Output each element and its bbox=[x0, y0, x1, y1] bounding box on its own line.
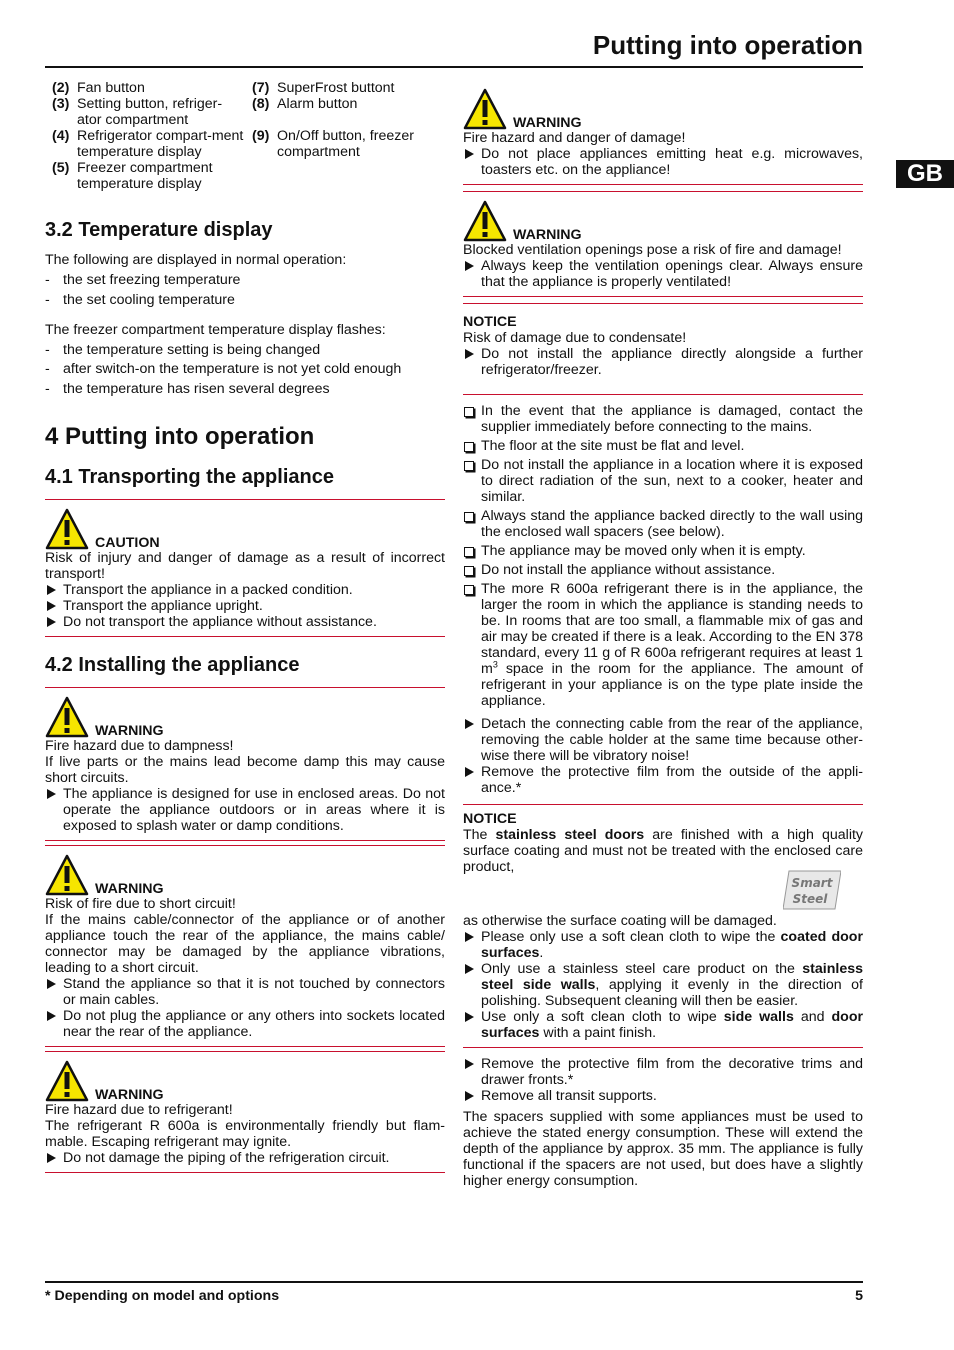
item-text: . bbox=[539, 945, 544, 961]
smart-steel-logo-icon bbox=[783, 869, 841, 911]
notice-list bbox=[463, 346, 863, 378]
warning-label: WARNING bbox=[95, 722, 164, 739]
part-number: (8) bbox=[252, 96, 270, 112]
notice-label: NOTICE bbox=[463, 811, 517, 827]
r600a-text-b: space in the room for the appliance. The amount of refrigerant in your appliance is on the type plate inside the appliance. bbox=[481, 661, 863, 709]
notice-list bbox=[463, 929, 863, 1041]
warning-line: Fire hazard and danger of damage! bbox=[463, 130, 686, 146]
list-item: - the temperature setting is being changed bbox=[45, 342, 445, 358]
warning-box bbox=[463, 191, 863, 297]
notice-box bbox=[463, 804, 863, 1048]
caution-text: Risk of injury and danger of damage as a result of incorrect transport! bbox=[45, 549, 445, 582]
warning-head bbox=[45, 692, 445, 738]
warning-label: WARNING bbox=[95, 880, 164, 897]
warning-triangle-icon bbox=[45, 696, 89, 738]
list-item: In the event that the appliance is damaged, contact the supplier immediately before connecting to the mains. bbox=[463, 403, 863, 435]
header-rule bbox=[45, 66, 863, 68]
notice-text bbox=[463, 827, 863, 875]
part-number: (4) bbox=[52, 128, 70, 144]
warning-line: Risk of fire due to short circuit! bbox=[45, 895, 236, 912]
item-text: with a paint finish. bbox=[539, 1025, 657, 1041]
list-item: - the temperature has risen several degrees bbox=[45, 381, 445, 397]
warning-line: Fire hazard due to dampness! bbox=[45, 737, 234, 754]
list-item: - the set cooling temperature bbox=[45, 292, 445, 308]
trim-instructions bbox=[463, 1056, 863, 1104]
item-text-bold: side walls bbox=[723, 1009, 794, 1025]
list-item: Remove all transit supports. bbox=[463, 1088, 863, 1104]
part-text: Setting button, refriger-ator compartment bbox=[77, 96, 223, 128]
warning-triangle-icon bbox=[463, 200, 507, 242]
section-4-2-title: 4.2 Installing the appliance bbox=[45, 653, 300, 676]
warning-box bbox=[463, 80, 863, 185]
list-item bbox=[45, 96, 245, 128]
caution-box bbox=[45, 499, 445, 637]
warning-triangle-icon bbox=[45, 1060, 89, 1102]
warning-list bbox=[45, 786, 445, 834]
notice-text-part: The bbox=[463, 827, 496, 843]
smart-steel-row bbox=[463, 875, 863, 913]
item-text: Only use a stainless steel care product on the bbox=[481, 961, 803, 977]
notice-text-bold: stainless steel doors bbox=[495, 827, 645, 843]
list-item: The appliance is designed for use in enclosed areas. Do not operate the appliance outdoors or in areas where it is exposed to splash water or damp conditions. bbox=[45, 786, 445, 834]
chapter-4-title: 4 Putting into operation bbox=[45, 422, 315, 450]
warning-box bbox=[45, 845, 445, 1047]
warning-triangle-icon bbox=[45, 508, 89, 550]
list-item: - the set freezing temperature bbox=[45, 272, 445, 288]
part-text: Freezer compartment temperature display bbox=[77, 160, 213, 192]
list-item bbox=[463, 929, 863, 961]
warning-head bbox=[463, 84, 863, 130]
item-text: Please only use a soft clean cloth to wipe the bbox=[481, 929, 781, 945]
parts-list bbox=[45, 80, 445, 192]
list-item: Remove the protective film from the outside of the appli-ance.* bbox=[463, 764, 863, 796]
list-item bbox=[245, 128, 445, 160]
warning-list bbox=[463, 146, 863, 178]
r600a-sup: 3 bbox=[492, 659, 498, 670]
notice-text: as otherwise the surface coating will be damaged. bbox=[463, 913, 777, 929]
list-item: Do not install the appliance directly alongside a further refrigerator/freezer. bbox=[463, 346, 863, 378]
warning-line: Blocked ventilation openings pose a risk of fire and damage! bbox=[463, 242, 842, 258]
freezer-flash-list bbox=[45, 342, 445, 397]
language-tab: GB bbox=[896, 160, 954, 188]
list-item: Always keep the ventilation openings clear. Always ensure that the appliance is properly ventilated! bbox=[463, 258, 863, 290]
warning-head bbox=[45, 1056, 445, 1102]
temp-display-intro: The following are displayed in normal operation: bbox=[45, 252, 347, 268]
spacers-paragraph: The spacers supplied with some appliances must be used to achieve the stated energy consumption. These will extend the depth of the appliance by approx. 35 mm. The appliance is fully functional if the spacers are not used, but does have a slightly higher energy consumption. bbox=[463, 1109, 863, 1189]
caution-label: CAUTION bbox=[95, 534, 160, 551]
left-column bbox=[45, 80, 445, 1173]
notice-box bbox=[463, 303, 863, 395]
cable-instructions bbox=[463, 716, 863, 796]
list-item: Do not install the appliance in a location where it is exposed to direct radiation of the sun, next to a cooker, heater and similar. bbox=[463, 457, 863, 505]
part-number: (2) bbox=[52, 80, 70, 96]
warning-line: If live parts or the mains lead become damp this may cause short circuits. bbox=[45, 753, 445, 786]
list-item bbox=[463, 1009, 863, 1041]
warning-label: WARNING bbox=[95, 1086, 164, 1103]
list-item: Detach the connecting cable from the rear of the appliance, removing the cable holder at the same time because other-wise there will be vibratory noise! bbox=[463, 716, 863, 764]
list-item: Do not install the appliance without assistance. bbox=[463, 562, 863, 578]
warning-line: The refrigerant R 600a is environmentally friendly but flam-mable. Escaping refrigerant may ignite. bbox=[45, 1117, 445, 1150]
list-item bbox=[463, 581, 863, 709]
list-item bbox=[45, 128, 245, 160]
warning-box bbox=[45, 1051, 445, 1173]
smart-steel-logo-word: Steel bbox=[792, 892, 828, 906]
warning-list bbox=[45, 1150, 445, 1166]
item-text: and bbox=[793, 1009, 832, 1025]
warning-head bbox=[45, 850, 445, 896]
warning-line: Fire hazard due to refrigerant! bbox=[45, 1101, 233, 1118]
part-text: Alarm button bbox=[277, 96, 358, 112]
footer-note: * Depending on model and options bbox=[45, 1288, 280, 1304]
part-text: SuperFrost buttont bbox=[277, 80, 395, 96]
item-text-bold: coated door surfaces bbox=[481, 929, 863, 961]
right-column bbox=[463, 80, 863, 1189]
list-item bbox=[45, 80, 245, 96]
list-item bbox=[45, 160, 245, 192]
list-item: Do not damage the piping of the refrigeration circuit. bbox=[45, 1150, 445, 1166]
freezer-flash-intro: The freezer compartment temperature display flashes: bbox=[45, 321, 386, 338]
list-item: Transport the appliance upright. bbox=[45, 598, 445, 614]
list-item: Do not place appliances emitting heat e.g. microwaves, toasters etc. on the appliance! bbox=[463, 146, 863, 178]
parts-list-col1 bbox=[45, 80, 245, 192]
list-item: Stand the appliance so that it is not touched by connectors or main cables. bbox=[45, 976, 445, 1008]
checklist bbox=[463, 403, 863, 709]
warning-triangle-icon bbox=[463, 88, 507, 130]
section-3-2-title: 3.2 Temperature display bbox=[45, 219, 273, 241]
r600a-text-a: The more R 600a refrigerant there is in the appliance, the larger the room in which the appliance is standing needs to be. In rooms that are too small, a flammable mix of gas and air may be created if there is a leak. According to the EN 378 standard, every 11 g of R 600a refrigerant requires at least 1 m bbox=[481, 581, 863, 677]
warning-label: WARNING bbox=[513, 115, 582, 131]
list-item: Transport the appliance in a packed condition. bbox=[45, 582, 445, 598]
notice-line: Risk of damage due to condensate! bbox=[463, 330, 687, 346]
part-number: (5) bbox=[52, 160, 70, 176]
warning-box bbox=[45, 687, 445, 841]
warning-list bbox=[45, 976, 445, 1040]
notice-text-part: are finished with a high quality surface coating and must not be treated with the enclosed care product, bbox=[463, 827, 864, 875]
list-item: Always stand the appliance backed directly to the wall using the enclosed wall spacers (see below). bbox=[463, 508, 863, 540]
parts-list-col2 bbox=[245, 80, 445, 192]
warning-list bbox=[463, 258, 863, 290]
list-item bbox=[245, 80, 445, 96]
section-4-1-title: 4.1 Transporting the appliance bbox=[45, 465, 334, 488]
caution-head bbox=[45, 504, 445, 550]
warning-head bbox=[463, 196, 863, 242]
part-text: Refrigerator compart-ment temperature display bbox=[77, 128, 244, 160]
list-item bbox=[463, 961, 863, 1009]
part-text: On/Off button, freezer compartment bbox=[277, 128, 414, 160]
warning-line: If the mains cable/connector of the appliance or of another appliance touch the rear of the appliance, the mains cable/ connector may be damaged by the appliance vibrations, leading to a short circuit. bbox=[45, 911, 445, 976]
list-item: The floor at the site must be flat and level. bbox=[463, 438, 863, 454]
caution-list bbox=[45, 582, 445, 630]
part-number: (3) bbox=[52, 96, 70, 112]
list-item: - after switch-on the temperature is not yet cold enough bbox=[45, 361, 445, 377]
footer-rule bbox=[45, 1281, 863, 1283]
list-item: The appliance may be moved only when it is empty. bbox=[463, 543, 863, 559]
part-number: (9) bbox=[252, 128, 270, 144]
page-number: 5 bbox=[855, 1288, 863, 1304]
page-header-title: Putting into operation bbox=[592, 30, 863, 60]
item-text-bold: stainless steel side walls bbox=[481, 961, 863, 993]
warning-triangle-icon bbox=[45, 854, 89, 896]
item-text-bold: door surfaces bbox=[481, 1009, 864, 1041]
list-item: Remove the protective film from the decorative trims and drawer fronts.* bbox=[463, 1056, 863, 1088]
list-item bbox=[245, 96, 445, 112]
list-item: Do not plug the appliance or any others into sockets located near the rear of the appliance. bbox=[45, 1008, 445, 1040]
part-text: Fan button bbox=[77, 80, 145, 96]
item-text: Use only a soft clean cloth to wipe bbox=[481, 1009, 724, 1025]
warning-label: WARNING bbox=[513, 227, 582, 243]
temp-display-list bbox=[45, 272, 445, 308]
item-text: , applying it evenly in the direction of polishing. Subsequent cleaning will then be easier. bbox=[481, 977, 863, 1009]
part-number: (7) bbox=[252, 80, 270, 96]
notice-label: NOTICE bbox=[463, 314, 517, 330]
list-item: Do not transport the appliance without assistance. bbox=[45, 614, 445, 630]
smart-steel-logo-word: Smart bbox=[791, 876, 833, 890]
